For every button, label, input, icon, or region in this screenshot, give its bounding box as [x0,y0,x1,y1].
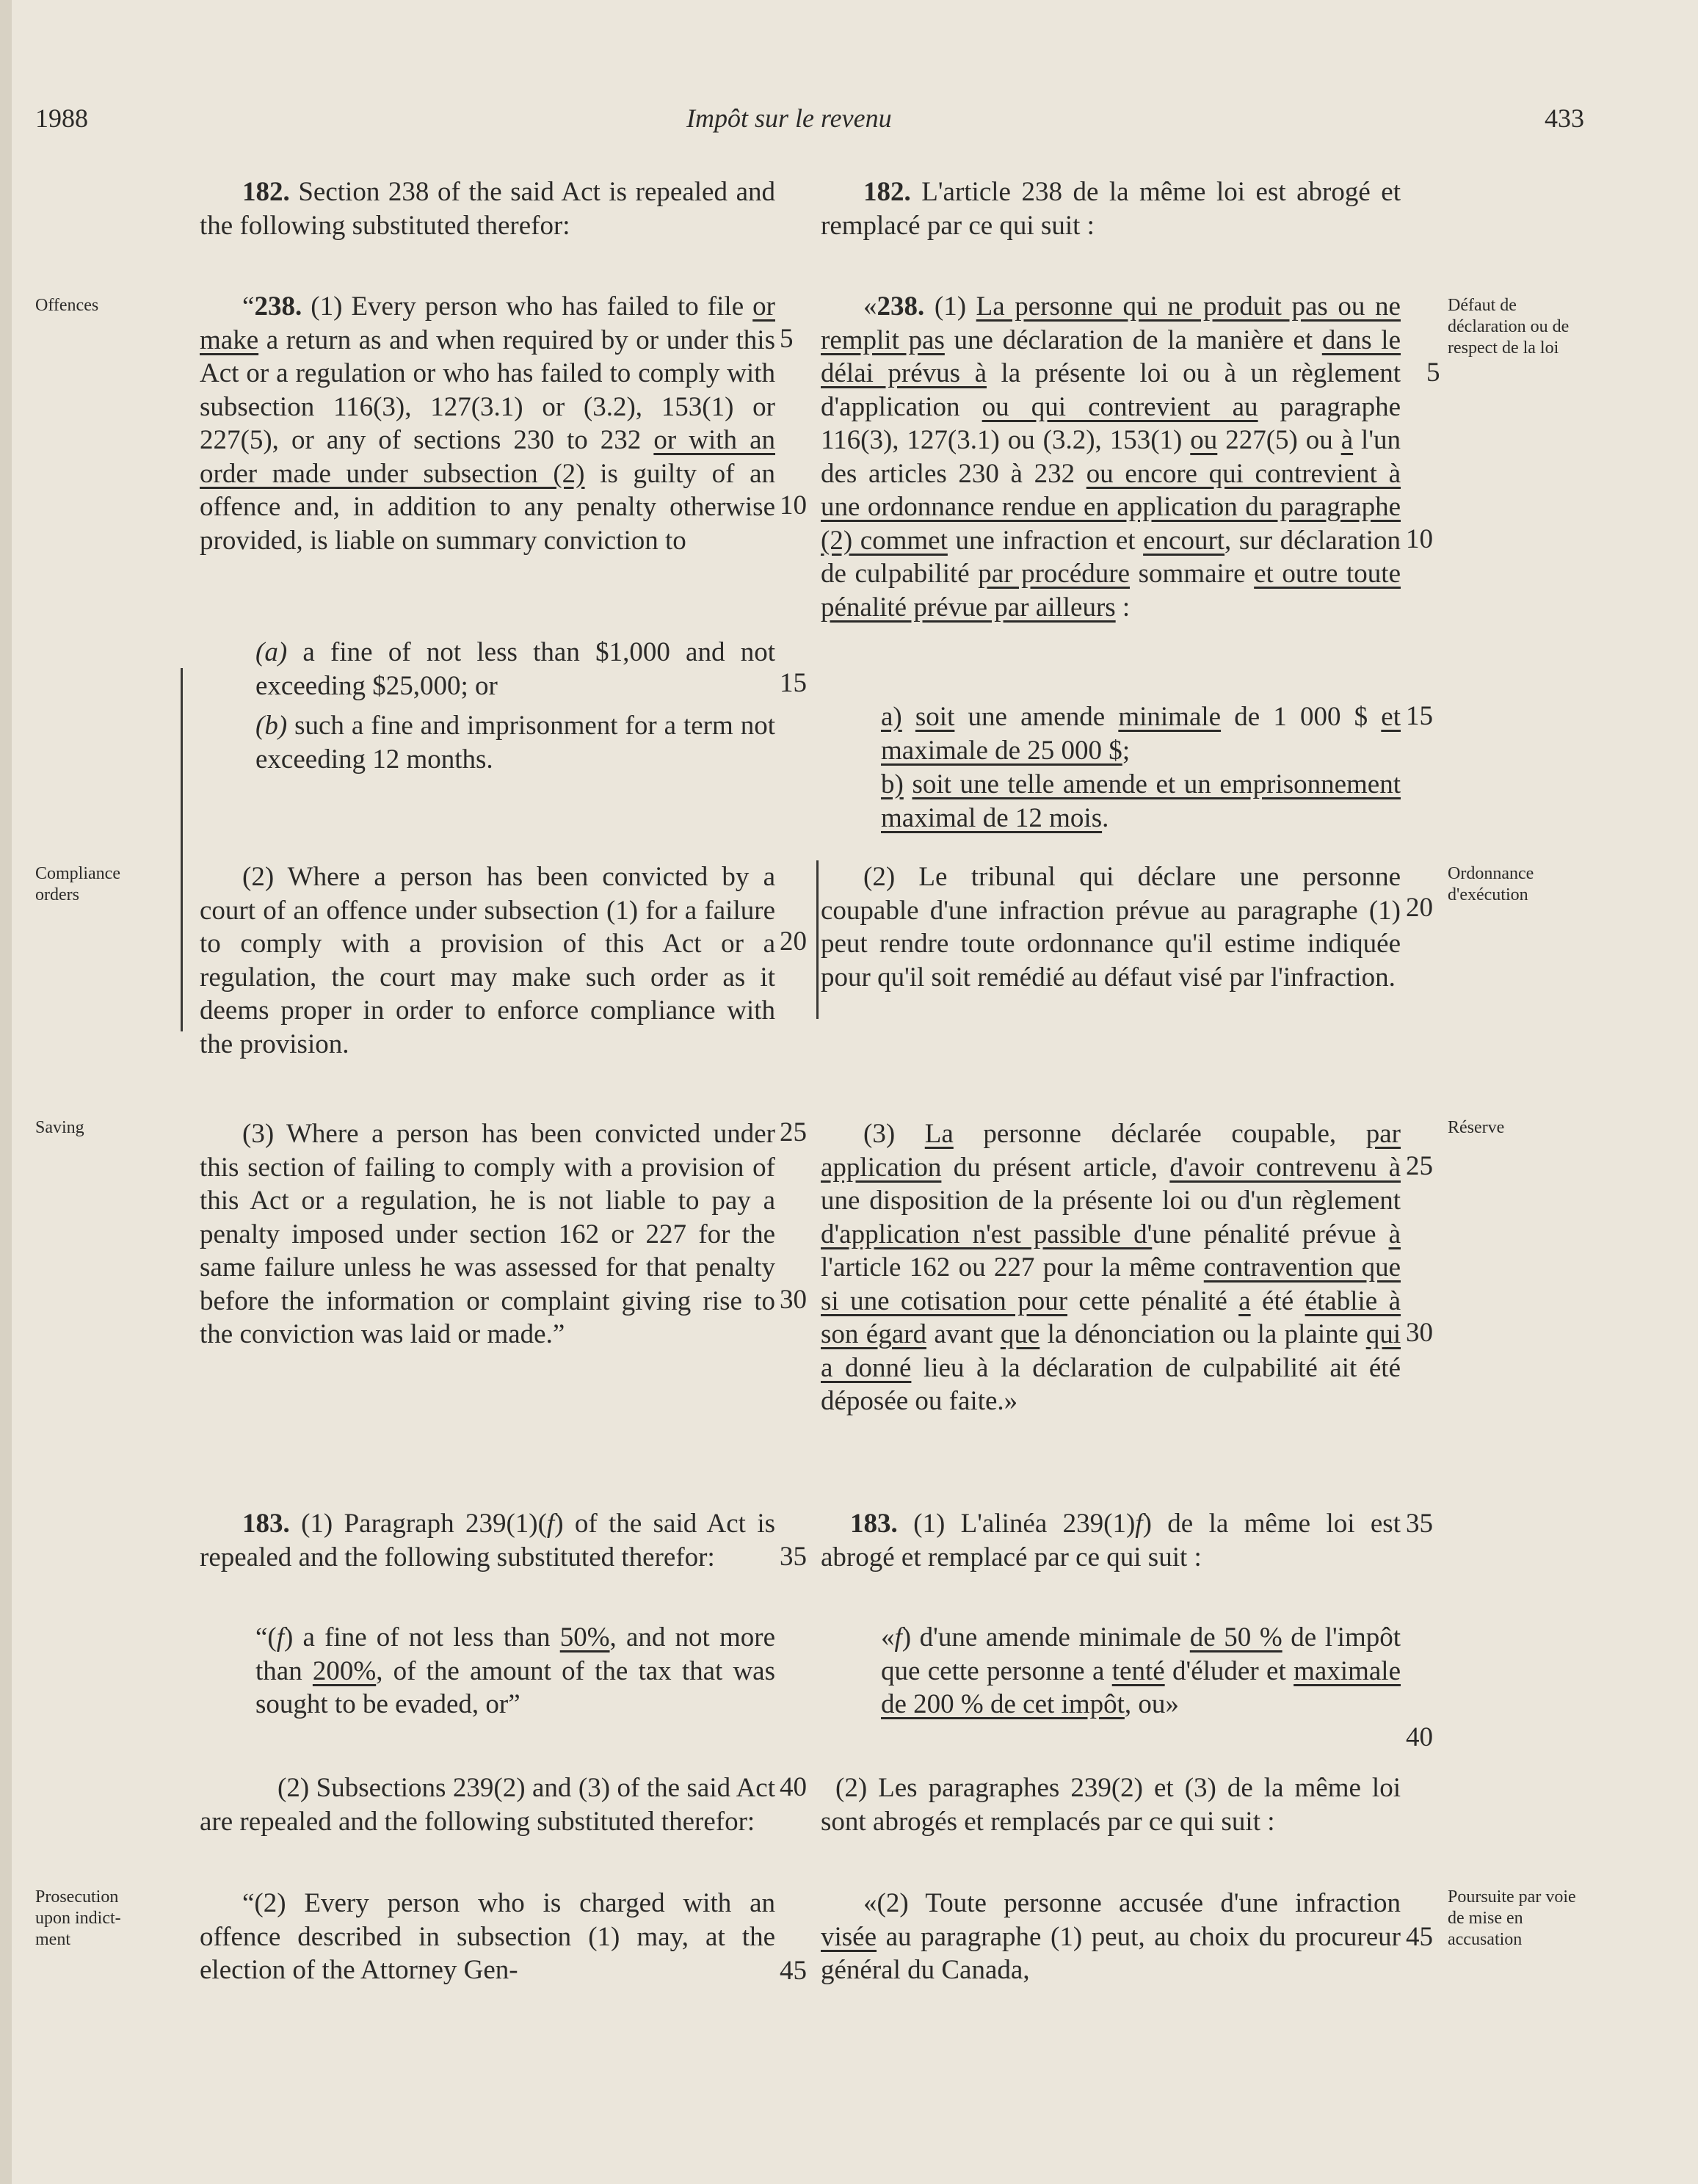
fr-paragraph-f: «f) d'une amende minimale de 50 % de l'impôt que cette personne a tenté d'éluder et maximale de 200 % de cet impôt, ou» [881,1622,1401,1719]
header-year: 1988 [35,104,88,133]
en-section-183-intro: 183. (1) Paragraph 239(1)(f) of the said Act is repealed and the following substituted therefor: [200,1509,775,1572]
margin-note-defaut: Défaut de déclaration ou de respect de la loi [1448,296,1570,358]
line-number: 40 [1406,1722,1433,1752]
margin-note-poursuite: Poursuite par voie de mise en accusation [1448,1887,1576,1949]
change-bar-right [816,860,819,1019]
margin-note-saving: Saving [35,1118,84,1137]
header-page-number: 433 [1545,104,1584,133]
line-number: 30 [1406,1318,1433,1348]
line-number: 10 [1406,524,1433,554]
line-number: 35 [780,1542,807,1572]
en-paragraph-f: “(f) a fine of not less than 50%, and not more than 200%, of the amount of the tax that was sought to be evaded, or” [255,1622,775,1719]
line-number: 15 [1406,701,1433,731]
en-paragraph-a: (a) a fine of not less than $1,000 and not exceeding $25,000; or [255,637,775,701]
line-number: 25 [780,1117,807,1147]
fr-section-238-2: (2) Le tribunal qui déclare une personne coupable d'une infraction prévue au paragraphe (1) peut rendre toute ordonnance qu'il estime indiquée pour qu'il soit remédié au défaut visé par l'infraction. [821,862,1401,993]
en-paragraph-b: (b) such a fine and imprisonment for a term not exceeding 12 months. [255,711,775,774]
margin-note-compliance-orders: Compliance orders [35,864,120,904]
line-number: 35 [1406,1509,1433,1539]
section-number: 183. [850,1509,898,1539]
fr-section-239-2: «(2) Toute personne accusée d'une infraction visée au paragraphe (1) peut, au choix du procureur général du Canada, [821,1888,1401,1985]
en-section-239-2: “(2) Every person who is charged with an offence described in subsection (1) may, at the election of the Attorney Gen- [200,1888,775,1985]
section-number: 182. [863,177,911,207]
line-number: 40 [780,1772,807,1802]
en-section-238-3: (3) Where a person has been convicted under this section of failing to comply with a provision of this Act or a regulation, he is not liable to pay a penalty imposed under section 162 or 227 for the same failure unless he was assessed for that penalty before the information or complaint giving rise to the conviction was laid or made.” [200,1119,775,1349]
margin-note-reserve: Réserve [1448,1118,1505,1137]
line-number: 20 [780,926,807,957]
fr-paragraph-b: b) soit une telle amende et un emprisonnement maximal de 12 mois. [881,769,1401,833]
line-number: 45 [1406,1922,1433,1952]
line-number: 15 [780,668,807,698]
header-title: Impôt sur le revenu [686,104,892,133]
line-number: 10 [780,490,807,520]
line-number: 30 [780,1285,807,1315]
section-number: 238. [254,291,302,322]
line-number: 45 [780,1956,807,1986]
line-number: 20 [1406,893,1433,923]
en-section-238-2: (2) Where a person has been convicted by a court of an offence under subsection (1) for a failure to comply with a provision of this Act or a regulation, the court may make such order as it deems proper in order to enforce compliance with the provision. [200,862,775,1059]
margin-note-ordonnance: Ordonnance d'exécution [1448,864,1534,904]
fr-paragraph-a: a) soit une amende minimale de 1 000 $ et maximale de 25 000 $; [881,702,1401,766]
section-number: 183. [242,1509,290,1539]
fr-section-183-intro: 183. (1) L'alinéa 239(1)f) de la même loi est abrogé et remplacé par ce qui suit : [821,1509,1401,1572]
en-section-182-intro: 182. Section 238 of the said Act is repealed and the following substituted therefor: [200,177,775,241]
change-bar-left [181,668,183,1031]
section-number: 238. [877,291,925,322]
line-number: 5 [1426,358,1440,388]
line-number: 5 [780,324,794,354]
margin-note-offences: Offences [35,296,99,315]
fr-section-238-1: «238. (1) La personne qui ne produit pas ou ne remplit pas une déclaration de la manière et dans le délai prévus à la présente loi ou à un règlement d'application ou qui contrevient au paragraphe 116(3), 127(3.1) ou (3.2), 153(1) ou 227(5) ou à l'un des articles 230 à 232 ou encore qui contrevient à une ordonnance rendue en application du paragraphe (2) commet une infraction et encourt, sur déclaration de culpabilité par procédure sommaire et outre toute pénalité prévue par ailleurs : [821,291,1401,623]
section-number: 182. [242,177,290,207]
fr-section-183-2: (2) Les paragraphes 239(2) et (3) de la même loi sont abrogés et remplacés par ce qui suit : [821,1773,1401,1837]
margin-note-prosecution: Prosecution upon indict- ment [35,1887,121,1949]
page-edge-shadow [0,0,12,2184]
line-number: 25 [1406,1151,1433,1181]
fr-section-182-intro: 182. L'article 238 de la même loi est abrogé et remplacé par ce qui suit : [821,177,1401,241]
en-section-183-2: (2) Subsections 239(2) and (3) of the said Act are repealed and the following substituted therefor: [200,1773,775,1837]
fr-section-238-3: (3) La personne déclarée coupable, par application du présent article, d'avoir contrevenu à une disposition de la présente loi ou d'un règlement d'application n'est passible d'une pénalité prévue à l'article 162 ou 227 pour la même contravention que si une cotisation pour cette pénalité a été établie à son égard avant que la dénonciation ou la plainte qui a donné lieu à la déclaration de culpabilité ait été déposée ou faite.» [821,1119,1401,1416]
en-section-238-1: “238. (1) Every person who has failed to file or make a return as and when required by or under this Act or a regulation or who has failed to comply with subsection 116(3), 127(3.1) or (3.2), 153(1) or 227(5), or any of sections 230 to 232 or with an order made under subsection (2) is guilty of an offence and, in addition to any penalty otherwise provided, is liable on summary conviction to [200,291,776,556]
